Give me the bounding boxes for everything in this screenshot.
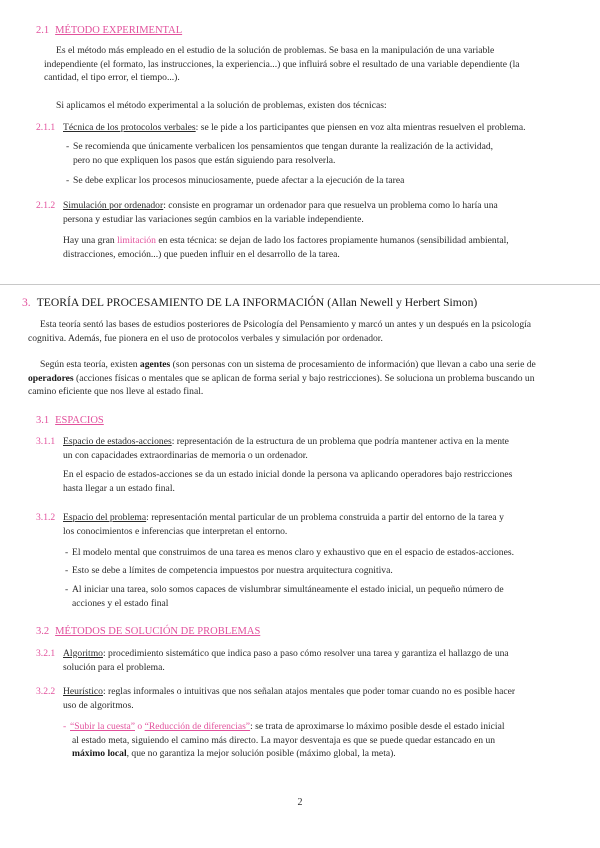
section-3-2-heading: 3.2 MÉTODOS DE SOLUCIÓN DE PROBLEMAS <box>36 626 261 637</box>
bullet-verbalize: - Se recomienda que únicamente verbalicen los pensamientos que tengan durante la realización de la actividad, pero no que expliquen los pasos que están siguiendo para resolverla. <box>66 141 494 166</box>
page-number: 2 <box>297 797 303 808</box>
section-3-1-heading: 3.1 ESPACIOS <box>36 415 104 426</box>
section-divider <box>0 284 600 285</box>
bullet-hill-climbing: - “Subir la cuesta” o “Reducción de diferencias”: se trata de aproximarse lo máximo posible desde el estado inicial al estado meta, siguiendo el camino más directo. La mayor desventaja es que se puede quedar estancado en un máximo local, que no garantiza la mejor solución posible (máximo global, la meta). <box>63 721 505 760</box>
section-3-heading: 3. TEORÍA DEL PROCESAMIENTO DE LA INFORMACIÓN (Allan Newell y Herbert Simon) <box>22 296 478 309</box>
section-3-paragraph-1: Esta teoría sentó las bases de estudios posteriores de Psicología del Pensamiento y marcó un antes y un después en la psicología cognitiva. Además, fue pionera en el uso de protocolos verbales y simulación por ordenador. <box>28 319 532 344</box>
techniques-intro: Si aplicamos el método experimental a la solución de problemas, existen dos técnicas: <box>56 100 387 111</box>
section-2-1-paragraph: Es el método más empleado en el estudio de la solución de problemas. Se basa en la manipulación de una variable independiente (el formato, las instrucciones, la experiencia...) que influirá sobre el resultado de una variable dependiente (la cantidad, el tipo error, el tiempo...). <box>44 45 520 84</box>
bullet-mental-model: - El modelo mental que construimos de una tarea es menos claro y exhaustivo que en el espacio de estados-acciones. <box>65 547 514 558</box>
bullet-explain: - Se debe explicar los procesos minuciosamente, puede afectar a la ejecución de la tarea <box>66 175 405 186</box>
bullet-starting-task: - Al iniciar una tarea, solo somos capaces de vislumbrar simultáneamente el estado inicial, un pequeño número de acciones y el estado final <box>65 584 504 609</box>
section-2-1-heading: 2.1 MÉTODO EXPERIMENTAL <box>36 25 183 36</box>
document-page: 2.1 MÉTODO EXPERIMENTAL Es el método más empleado en el estudio de la solución de problemas. Se basa en la manipulación de una variable independiente (el formato, las instrucciones, la experiencia...) que influirá sobre el resultado de una variable dependiente (la cantidad, el tipo error, el tiempo...). Si aplicamos el método experimental a la solución de problemas, existen dos técnicas: 2.1.1 Técnica de los protocolos verbales: se le pide a los participantes que piensen en voz alta mientras resuelven el problema. - Se recomienda que únicamente verbalicen los pensamientos que tengan durante la realización de la actividad, pero no que expliquen los pasos que están siguiendo para resolverla. - Se debe explicar los procesos minuciosamente, puede afectar a la ejecución de la tarea 2.1.2 Simulación por ordenador: consiste en programar un ordenador para que resuelva un problema como lo haría una persona y estudiar las variaciones según cambios en la variable independiente. Hay una gran limitación en esta técnica: se dejan de lado los factores propiamente humanos (sensibilidad ambiental, distracciones, emoción...) que pueden influir en el desarrollo de la tarea. 3. TEORÍA DEL PROCESAMIENTO DE LA INFORMACIÓN (Allan Newell y Herbert Simon) Esta teoría sentó las bases de estudios posteriores de Psicología del Pensamiento y marcó un antes y un después en la psicología cognitiva. Además, fue pionera en el uso de protocolos verbales y simulación por ordenador. Según esta teoría, existen agentes (son personas con un sistema de procesamiento de información) que llevan a cabo una serie de operadores (acciones físicas o mentales que se aplican de forma serial y bajo restricciones). Se soluciona un problema buscando un camino eficiente que nos lleve al estado final. 3.1 ESPACIOS 3.1.1 Espacio de estados-acciones: representación de la estructura de un problema que podría mantener activa en la mente un con capacidades extraordinarias de memoria o un ordenador. En el espacio de estados-acciones se da un estado inicial donde la persona va aplicando operadores bajo restricciones hasta llegar a un estado final. 3.1.2 Espacio del problema: representación mental particular de un problema construida a partir del entorno de la tarea y los conocimientos e inferencias que interpretan el entorno. - El modelo mental que construimos de una tarea es menos claro y exhaustivo que en el espacio de estados-acciones. - Esto se debe a límites de competencia impuestos por nuestra arquitectura cognitiva. - Al iniciar una tarea, solo somos capaces de vislumbrar simultáneamente el estado inicial, un pequeño número de acciones y el estado final 3.2 MÉTODOS DE SOLUCIÓN DE PROBLEMAS 3.2.1 Algoritmo: procedimiento sistemático que indica paso a paso cómo resolver una tarea y garantiza el hallazgo de una solución para el problema. 3.2.2 Heurístico: reglas informales o intuitivas que nos señalan atajos mentales que poder tomar cuando no es posible hacer uso de algoritmos. - “Subir la cuesta” o “Reducción de diferencias”: se trata de aproximarse lo máximo posible desde el estado inicial al estado meta, siguiendo el camino más directo. La mayor desventaja es que se puede quedar estancado en un máximo local, que no garantiza la mejor solución posible (máximo global, la meta). 2 <box>0 0 600 848</box>
limitation-paragraph: Hay una gran limitación en esta técnica: se dejan de lado los factores propiamente humanos (sensibilidad ambiental, distracciones, emoción...) que pueden influir en el desarrollo de la tarea. <box>63 235 509 260</box>
state-space-paragraph: En el espacio de estados-acciones se da un estado inicial donde la persona va aplicando operadores bajo restricciones hasta llegar a un estado final. <box>63 469 513 494</box>
bullet-competence-limits: - Esto se debe a límites de competencia impuestos por nuestra arquitectura cognitiva. <box>65 565 393 576</box>
section-3-paragraph-2: Según esta teoría, existen agentes (son personas con un sistema de procesamiento de información) que llevan a cabo una serie de operadores (acciones físicas o mentales que se aplican de forma serial y bajo restricciones). Se soluciona un problema buscando un camino eficiente que nos lleve al estado final. <box>28 359 536 398</box>
